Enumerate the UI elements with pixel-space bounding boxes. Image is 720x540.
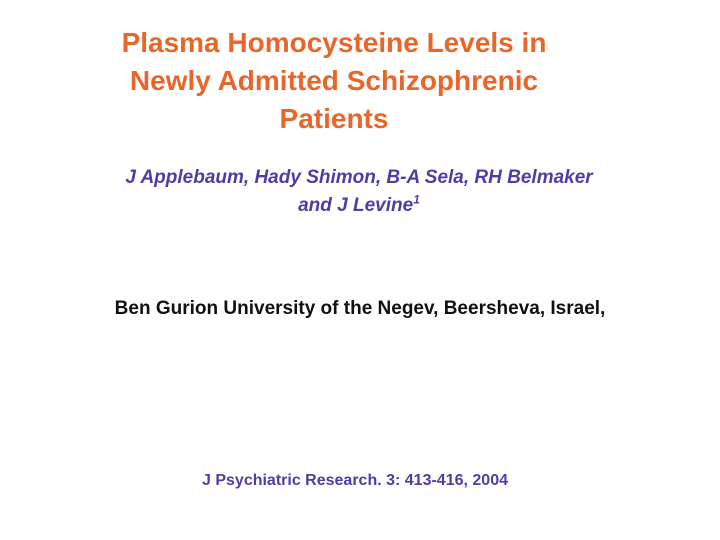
authors-line-2 bbox=[0, 192, 718, 220]
title-line-2: Newly Admitted Schizophrenic bbox=[129, 65, 539, 96]
title-line-1: Plasma Homocysteine Levels in bbox=[121, 27, 547, 58]
authors-line-2-text: and J Levine bbox=[298, 195, 414, 216]
affiliation: Ben Gurion University of the Negev, Beersheva, Israel, bbox=[114, 298, 606, 319]
title-line-3: Patients bbox=[279, 103, 389, 134]
author-list bbox=[0, 164, 718, 220]
slide-title bbox=[0, 24, 668, 138]
authors-line-1: J Applebaum, Hady Shimon, B-A Sela, RH Belmaker bbox=[125, 167, 593, 188]
author-footnote-mark: 1 bbox=[413, 192, 420, 207]
journal-citation: J Psychiatric Research. 3: 413-416, 2004 bbox=[202, 472, 508, 489]
